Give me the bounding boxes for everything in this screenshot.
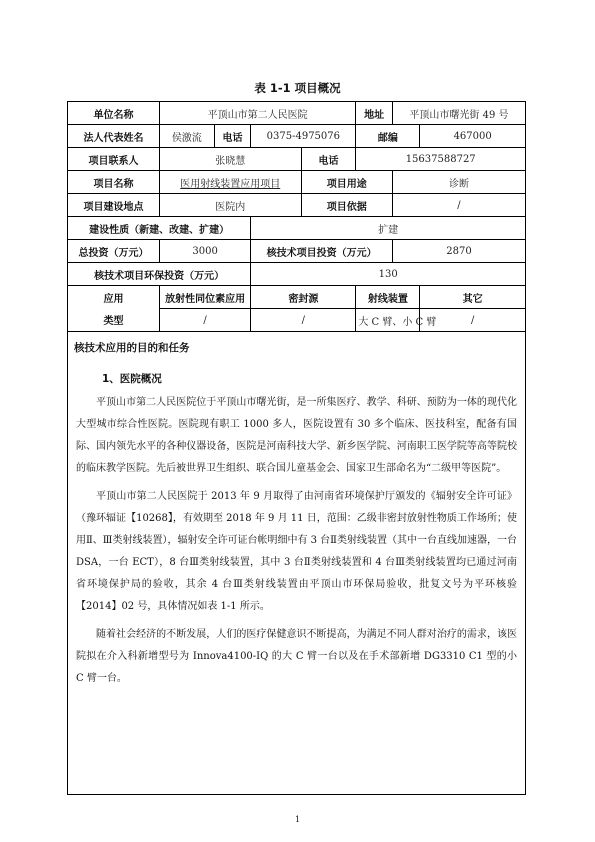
col-other-header: 其它 (420, 286, 525, 309)
env-invest-value: 130 (251, 263, 525, 286)
nature-label: 建设性质（新建、改建、扩建） (68, 217, 251, 240)
phone-label: 电话 (214, 125, 251, 148)
table-row (68, 148, 525, 171)
project-use-label: 项目用途 (301, 171, 392, 194)
col-ray-header: 射线装置 (356, 286, 420, 309)
paragraph: 平顶山市第二人民医院于 2013 年 9 月取得了由河南省环境保护厅颁发的《辐射安全许可证》（豫环辐证【10268】，有效期至 2018 年 9 月 11 日，范围：乙级非密封放射性物质工作场所；使用Ⅱ、Ⅲ类射线装置），辐射安全许可证台帐明细中有 3 台Ⅱ类射线装置（其中一台直线加速器，一台 DSA，一台 ECT），8 台Ⅲ类射线装置，其中 3 台Ⅱ类射线装置和 4 台Ⅲ类射线装置均已通过河南省环境保护局的验收，其余 4 台Ⅲ类射线装置由平顶山市环保局验收，批复文号为平环核验【2014】02 号，具体情况如表 1-1 所示。 (76, 491, 517, 612)
project-overview-table (68, 102, 525, 332)
address-value: 平顶山市曙光街 49 号 (392, 102, 525, 125)
phone-value: 0375-4975076 (251, 125, 356, 148)
table-row (68, 171, 525, 194)
nuclear-invest-label: 核技术项目投资（万元） (251, 240, 393, 263)
legal-rep-label: 法人代表姓名 (68, 125, 159, 148)
val-radioactive: / (159, 309, 250, 332)
page-number: 1 (294, 815, 301, 824)
basis-label: 项目依据 (301, 194, 392, 217)
table-row (68, 194, 525, 217)
basis-value: / (392, 194, 525, 217)
val-ray: 大 C 臂、小 C 臂 (356, 309, 420, 332)
table-row (68, 102, 525, 125)
project-name-label: 项目名称 (68, 171, 159, 194)
subheading: 1、医院概况 (102, 373, 162, 385)
postcode-value: 467000 (420, 125, 525, 148)
app-type-label-top: 应用 (68, 286, 159, 309)
app-type-label-bottom: 类型 (68, 309, 159, 332)
postcode-label: 邮编 (356, 125, 420, 148)
total-invest-value: 3000 (159, 240, 250, 263)
paragraph: 平顶山市第二人民医院位于平顶山市曙光街，是一所集医疗、教学、科研、预防为一体的现代化大型城市综合性医院。医院现有职工 1000 多人，医院设置有 30 多个临床、医技科室，配备有国际、国内领先水平的各种仪器设备，医院是河南科技大学、新乡医学院、河南职工医学院等高等院校的临床教学医院。先后被世界卫生组织、联合国儿童基金会、国家卫生部命名为“二级甲等医院”。 (76, 397, 517, 474)
section-heading: 核技术应用的目的和任务 (74, 342, 190, 354)
site-value: 医院内 (159, 194, 301, 217)
unit-name-label: 单位名称 (68, 102, 159, 125)
table-row (68, 309, 525, 332)
contact-value: 张晓慧 (159, 148, 301, 171)
unit-name-value: 平顶山市第二人民医院 (159, 102, 355, 125)
contact-phone-value: 15637588727 (356, 148, 525, 171)
nuclear-invest-value: 2870 (392, 240, 525, 263)
project-name-value: 医用射线装置应用项目 (159, 171, 301, 194)
total-invest-label: 总投资（万元） (68, 240, 159, 263)
val-other: / (420, 309, 525, 332)
document-frame (67, 101, 526, 795)
contact-label: 项目联系人 (68, 148, 159, 171)
contact-phone-label: 电话 (301, 148, 356, 171)
legal-rep-value: 侯激流 (159, 125, 214, 148)
project-use-value: 诊断 (392, 171, 525, 194)
address-label: 地址 (356, 102, 393, 125)
table-row (68, 125, 525, 148)
env-invest-label: 核技术项目环保投资（万元） (68, 263, 251, 286)
val-sealed: / (251, 309, 356, 332)
nature-value: 扩建 (251, 217, 525, 240)
site-label: 项目建设地点 (68, 194, 159, 217)
paragraph: 随着社会经济的不断发展，人们的医疗保健意识不断提高，为满足不同人群对治疗的需求，该医院拟在介入科新增型号为 Innova4100-IQ 的大 C 臂一台以及在手术部新增 DG3310 C1 型的小 C 臂一台。 (76, 629, 517, 684)
table-row (68, 263, 525, 286)
table-title: 表 1-1 项目概况 (254, 81, 341, 95)
table-row (68, 286, 525, 309)
table-row (68, 240, 525, 263)
col-sealed-header: 密封源 (251, 286, 356, 309)
col-radioactive-header: 放射性同位素应用 (159, 286, 250, 309)
table-row (68, 217, 525, 240)
